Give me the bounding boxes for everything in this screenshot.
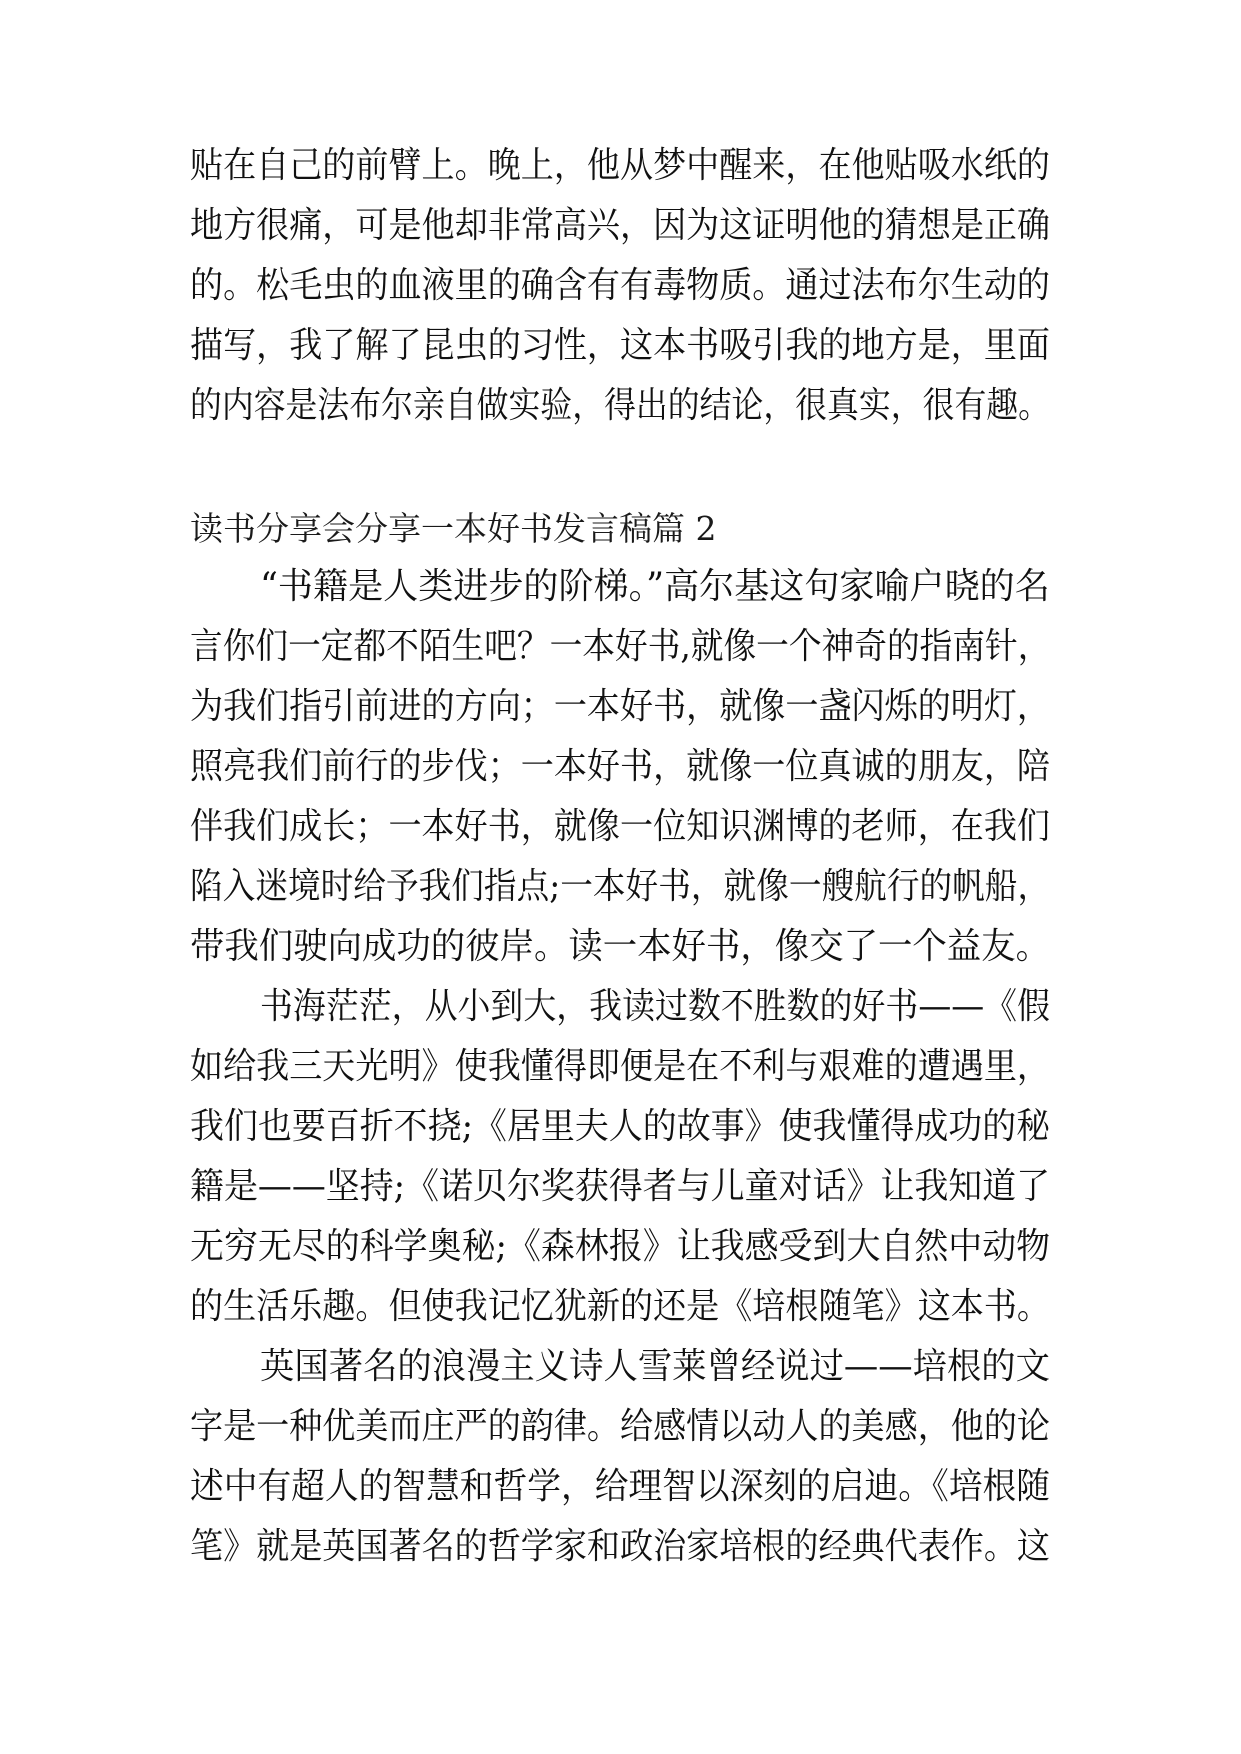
text-line: 描写，我了解了昆虫的习性，这本书吸引我的地方是，里面 bbox=[190, 325, 1051, 366]
text-line: 言你们一定都不陌生吧？一本好书,就像一个神奇的指南针， bbox=[190, 626, 1051, 667]
text-line: 笔》就是英国著名的哲学家和政治家培根的经典代表作。这 bbox=[190, 1526, 1051, 1567]
section-title: 读书分享会分享一本好书发言稿篇 2 bbox=[190, 509, 717, 548]
text-line: 伴我们成长；一本好书，就像一位知识渊博的老师，在我们 bbox=[190, 806, 1051, 847]
text-line: 如给我三天光明》使我懂得即便是在不利与艰难的遭遇里， bbox=[190, 1046, 1051, 1087]
text-line: 的生活乐趣。但使我记忆犹新的还是《培根随笔》这本书。 bbox=[190, 1286, 1051, 1327]
text-line: 地方很痛，可是他却非常高兴，因为这证明他的猜想是正确 bbox=[190, 205, 1051, 246]
text-line: 字是一种优美而庄严的韵律。给感情以动人的美感，他的论 bbox=[190, 1406, 1051, 1447]
text-line: 贴在自己的前臂上。晚上，他从梦中醒来，在他贴吸水纸的 bbox=[190, 145, 1051, 186]
text-line: 籍是——坚持;《诺贝尔奖获得者与儿童对话》让我知道了 bbox=[190, 1166, 1051, 1207]
text-line: 英国著名的浪漫主义诗人雪莱曾经说过——培根的文 bbox=[260, 1346, 1051, 1387]
text-line: 无穷无尽的科学奥秘;《森林报》让我感受到大自然中动物 bbox=[190, 1226, 1051, 1267]
text-line: 的内容是法布尔亲自做实验，得出的结论，很真实，很有趣。 bbox=[190, 385, 1051, 426]
text-line: 为我们指引前进的方向；一本好书，就像一盏闪烁的明灯， bbox=[190, 686, 1051, 727]
text-line: 述中有超人的智慧和哲学，给理智以深刻的启迪。《培根随 bbox=[190, 1466, 1051, 1507]
text-line: “书籍是人类进步的阶梯。”高尔基这句家喻户晓的名 bbox=[260, 566, 1050, 607]
text-line: 我们也要百折不挠;《居里夫人的故事》使我懂得成功的秘 bbox=[190, 1106, 1051, 1147]
text-line: 的。松毛虫的血液里的确含有有毒物质。通过法布尔生动的 bbox=[190, 265, 1051, 306]
text-line: 照亮我们前行的步伐；一本好书，就像一位真诚的朋友，陪 bbox=[190, 746, 1051, 787]
text-line: 陷入迷境时给予我们指点;一本好书，就像一艘航行的帆船， bbox=[190, 866, 1051, 907]
text-line: 书海茫茫，从小到大，我读过数不胜数的好书——《假 bbox=[260, 986, 1051, 1027]
text-line: 带我们驶向成功的彼岸。读一本好书，像交了一个益友。 bbox=[190, 926, 1051, 967]
